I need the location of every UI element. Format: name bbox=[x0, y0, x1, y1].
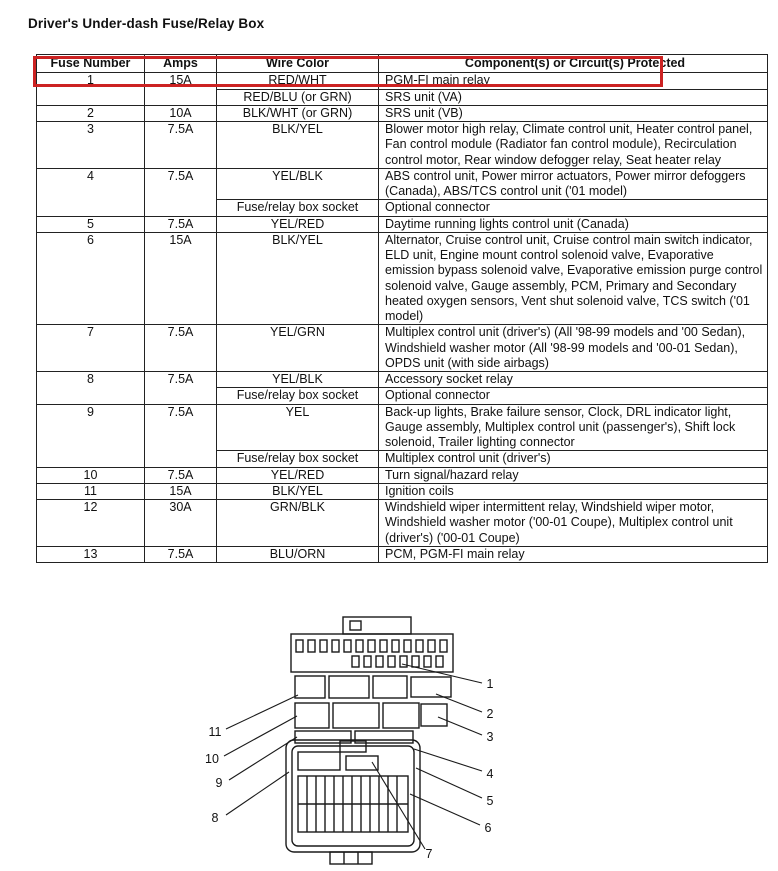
amps-cell: 7.5A bbox=[145, 168, 217, 216]
table-row bbox=[37, 467, 768, 483]
callout-6: 6 bbox=[484, 821, 492, 835]
component-cell: Multiplex control unit (driver's) bbox=[379, 451, 768, 467]
fuse-table-body bbox=[37, 73, 768, 563]
table-row bbox=[37, 232, 768, 325]
wire-color-cell: BLK/YEL bbox=[217, 122, 379, 169]
component-cell: Ignition coils bbox=[379, 483, 768, 499]
table-row bbox=[37, 500, 768, 547]
wire-color-cell: BLK/WHT (or GRN) bbox=[217, 105, 379, 121]
wire-color-cell: YEL/RED bbox=[217, 467, 379, 483]
component-cell: Accessory socket relay bbox=[379, 372, 768, 388]
amps-cell: 15A bbox=[145, 232, 217, 325]
component-cell: Optional connector bbox=[379, 200, 768, 216]
leader-line-11 bbox=[226, 695, 298, 729]
wire-color-cell: Fuse/relay box socket bbox=[217, 200, 379, 216]
callout-labels bbox=[205, 677, 493, 861]
callout-11: 11 bbox=[208, 725, 222, 739]
component-cell: Blower motor high relay, Climate control unit, Heater control panel, Fan control module (Radiator fan control module), Recirculation control motor, Rear window defogger relay, Seat heater relay bbox=[379, 122, 768, 169]
component-cell: Back-up lights, Brake failure sensor, Clock, DRL indicator light, Gauge assembly, Multiplex control unit (passenger's), Shift lock solenoid, Trailer lighting connector bbox=[379, 404, 768, 451]
wire-color-cell: BLK/YEL bbox=[217, 232, 379, 325]
callout-5: 5 bbox=[486, 794, 494, 808]
component-cell: Alternator, Cruise control unit, Cruise control main switch indicator, ELD unit, Engine mount control solenoid valve, Evaporative emission bypass solenoid valve, Evaporative emission purge control solenoid valve, Gauge assembly, PCM, Primary and Secondary heated oxygen sensors, Vent shut solenoid valve, TCS switch ('01 model) bbox=[379, 232, 768, 325]
top-tab-detail bbox=[350, 621, 361, 630]
fuse-number-cell: 4 bbox=[37, 168, 145, 216]
leader-line-5 bbox=[416, 768, 482, 798]
wire-color-cell: Fuse/relay box socket bbox=[217, 388, 379, 404]
connector-block bbox=[286, 740, 420, 852]
callout-10: 10 bbox=[205, 752, 219, 766]
callout-8: 8 bbox=[211, 811, 219, 825]
fuse-number-cell: 10 bbox=[37, 467, 145, 483]
wire-color-cell: YEL bbox=[217, 404, 379, 451]
wire-color-cell: Fuse/relay box socket bbox=[217, 451, 379, 467]
top-tab bbox=[343, 617, 411, 634]
callout-4: 4 bbox=[486, 767, 494, 781]
leader-line-2 bbox=[436, 694, 482, 712]
table-row bbox=[37, 372, 768, 388]
table-row bbox=[37, 546, 768, 562]
table-row bbox=[37, 483, 768, 499]
leader-line-8 bbox=[226, 772, 289, 815]
callout-3: 3 bbox=[486, 730, 494, 744]
component-cell: PCM, PGM-FI main relay bbox=[379, 546, 768, 562]
table-row bbox=[37, 404, 768, 451]
fuse-number-cell: 13 bbox=[37, 546, 145, 562]
table-row bbox=[37, 216, 768, 232]
bottom-tab bbox=[330, 852, 372, 864]
component-cell: PGM-FI main relay bbox=[379, 73, 768, 89]
fuse-row-1 bbox=[296, 640, 447, 652]
table-row bbox=[37, 325, 768, 372]
callout-9: 9 bbox=[215, 776, 223, 790]
fusebox-diagram bbox=[0, 610, 778, 871]
fuse-number-cell: 1 bbox=[37, 73, 145, 106]
wire-color-cell: RED/WHT bbox=[217, 73, 379, 89]
callout-2: 2 bbox=[486, 707, 494, 721]
table-row bbox=[37, 122, 768, 169]
fusebox-outline bbox=[286, 617, 453, 864]
table-row bbox=[37, 105, 768, 121]
component-cell: Multiplex control unit (driver's) (All '98-99 models and '00 Sedan), Windshield washer motor (All '98-99 models and '00-01 Sedan), OPDS unit (with side airbags) bbox=[379, 325, 768, 372]
fuse-number-cell: 9 bbox=[37, 404, 145, 467]
wire-color-cell: YEL/RED bbox=[217, 216, 379, 232]
amps-cell: 30A bbox=[145, 500, 217, 547]
amps-cell: 15A bbox=[145, 483, 217, 499]
wire-color-cell: YEL/BLK bbox=[217, 372, 379, 388]
fuse-number-cell: 11 bbox=[37, 483, 145, 499]
wire-color-cell: GRN/BLK bbox=[217, 500, 379, 547]
component-cell: SRS unit (VA) bbox=[379, 89, 768, 105]
column-header-amps: Amps bbox=[145, 55, 217, 73]
component-cell: SRS unit (VB) bbox=[379, 105, 768, 121]
table-row bbox=[37, 168, 768, 200]
fuse-number-cell: 2 bbox=[37, 105, 145, 121]
component-cell: Optional connector bbox=[379, 388, 768, 404]
amps-cell: 7.5A bbox=[145, 216, 217, 232]
fuse-number-cell: 5 bbox=[37, 216, 145, 232]
fuse-row-2 bbox=[352, 656, 443, 667]
amps-cell: 7.5A bbox=[145, 372, 217, 405]
fuse-number-cell: 7 bbox=[37, 325, 145, 372]
wire-color-cell: YEL/GRN bbox=[217, 325, 379, 372]
leader-line-7 bbox=[372, 762, 425, 849]
wire-color-cell: BLU/ORN bbox=[217, 546, 379, 562]
column-header-wire-color: Wire Color bbox=[217, 55, 379, 73]
leader-line-4 bbox=[414, 749, 482, 771]
fuse-number-cell: 6 bbox=[37, 232, 145, 325]
relay-row-a bbox=[295, 676, 451, 698]
fuse-table bbox=[36, 54, 768, 563]
callout-1: 1 bbox=[486, 677, 494, 691]
relay-row-b bbox=[295, 703, 447, 728]
fuse-number-cell: 8 bbox=[37, 372, 145, 405]
fuse-table-header-row bbox=[37, 55, 768, 73]
amps-cell: 7.5A bbox=[145, 122, 217, 169]
wire-color-cell: BLK/YEL bbox=[217, 483, 379, 499]
column-header-component: Component(s) or Circuit(s) Protected bbox=[379, 55, 768, 73]
callout-7: 7 bbox=[425, 847, 433, 861]
page-title: Driver's Under-dash Fuse/Relay Box bbox=[28, 16, 265, 31]
amps-cell: 7.5A bbox=[145, 546, 217, 562]
component-cell: Daytime running lights control unit (Canada) bbox=[379, 216, 768, 232]
column-header-fuse-number: Fuse Number bbox=[37, 55, 145, 73]
amps-cell: 7.5A bbox=[145, 404, 217, 467]
amps-cell: 7.5A bbox=[145, 467, 217, 483]
amps-cell: 7.5A bbox=[145, 325, 217, 372]
table-row bbox=[37, 73, 768, 89]
fuse-number-cell: 3 bbox=[37, 122, 145, 169]
component-cell: Windshield wiper intermittent relay, Windshield wiper motor, Windshield washer motor ('00-01 Coupe), Multiplex control unit (driver's) ('00-01 Coupe) bbox=[379, 500, 768, 547]
amps-cell: 15A bbox=[145, 73, 217, 106]
wire-color-cell: YEL/BLK bbox=[217, 168, 379, 200]
fuse-number-cell: 12 bbox=[37, 500, 145, 547]
component-cell: ABS control unit, Power mirror actuators, Power mirror defoggers (Canada), ABS/TCS control unit ('01 model) bbox=[379, 168, 768, 200]
amps-cell: 10A bbox=[145, 105, 217, 121]
component-cell: Turn signal/hazard relay bbox=[379, 467, 768, 483]
wire-color-cell: RED/BLU (or GRN) bbox=[217, 89, 379, 105]
